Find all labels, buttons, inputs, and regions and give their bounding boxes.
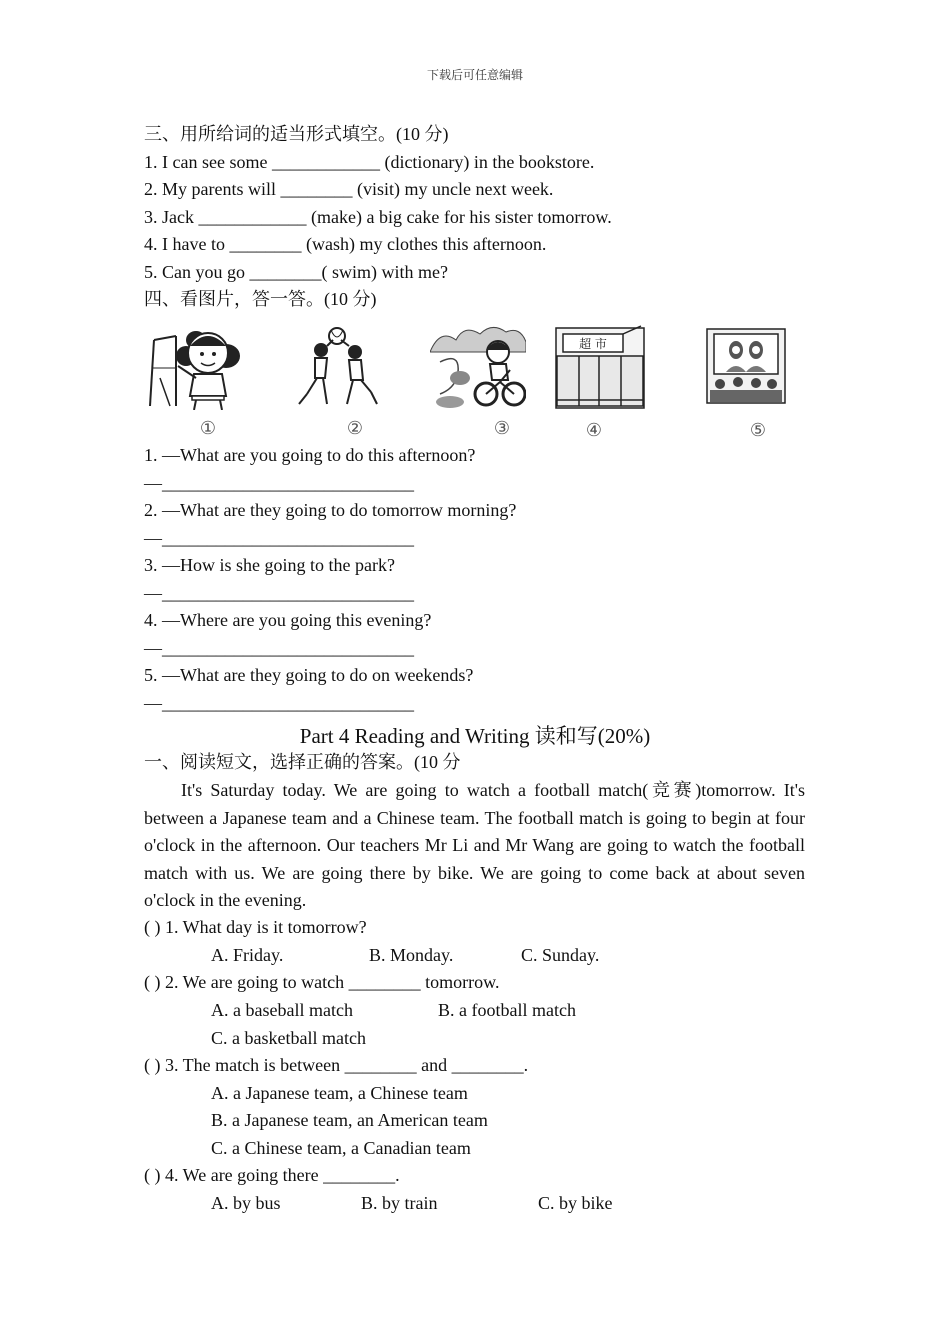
answer-line-5: —____________________________ (144, 693, 414, 713)
fill-item-2: 2. My parents will ________ (visit) my uncle next week. (144, 179, 554, 199)
fill-item-5: 5. Can you go ________( swim) with me? (144, 262, 448, 282)
q1-option-a: A. Friday. (211, 945, 284, 965)
section4-title: 四、看图片，答一答。(10 分) (144, 289, 377, 309)
q2-option-c: C. a basketball match (211, 1028, 366, 1048)
q1-option-c: C. Sunday. (521, 945, 600, 965)
girl-painting-icon (146, 318, 244, 410)
q4-option-a: A. by bus (211, 1193, 281, 1213)
fill-item-3: 3. Jack ____________ (make) a big cake for his sister tomorrow. (144, 207, 612, 227)
picture-question-3: 3. —How is she going to the park? (144, 555, 395, 575)
reading-question-4: ( ) 4. We are going there ________. (144, 1165, 400, 1185)
picture-label-4: ④ (585, 420, 603, 440)
answer-line-1: —____________________________ (144, 473, 414, 493)
fill-item-4: 4. I have to ________ (wash) my clothes this afternoon. (144, 234, 547, 254)
q4-option-c: C. by bike (538, 1193, 613, 1213)
answer-line-2: —____________________________ (144, 528, 414, 548)
reading-question-1: ( ) 1. What day is it tomorrow? (144, 917, 367, 937)
answer-line-4: —____________________________ (144, 638, 414, 658)
picture-question-2: 2. —What are they going to do tomorrow morning? (144, 500, 517, 520)
picture-question-4: 4. —Where are you going this evening? (144, 610, 432, 630)
page-header: 下载后可任意编辑 (426, 68, 523, 82)
picture-label-1: ① (199, 418, 217, 438)
picture-label-5: ⑤ (749, 420, 767, 440)
picture-label-2: ② (346, 418, 364, 438)
basketball-players-icon (293, 318, 383, 410)
part4-title: Part 4 Reading and Writing 读和写(20%) (299, 724, 651, 748)
q1-option-b: B. Monday. (369, 945, 454, 965)
girl-cycling-icon (430, 322, 526, 410)
cinema-icon (706, 328, 786, 404)
supermarket-icon (555, 320, 645, 410)
fill-item-1: 1. I can see some ____________ (dictionary) in the bookstore. (144, 152, 595, 172)
picture-question-5: 5. —What are they going to do on weekends? (144, 665, 474, 685)
q3-option-c: C. a Chinese team, a Canadian team (211, 1138, 471, 1158)
reading-question-2: ( ) 2. We are going to watch ________ tomorrow. (144, 972, 500, 992)
reading-question-3: ( ) 3. The match is between ________ and ________. (144, 1055, 529, 1075)
reading-passage: It's Saturday today. We are going to watch a football match(竞赛)tomorrow. It's between a Japanese team and a Chinese team. The football match is going to begin at four o'clock in the afternoon. Our teachers Mr Li and Mr Wang are going to watch the football match with us. We are going there by bike. We are going to come back at about seven o'clock in the evening. (144, 780, 805, 910)
q2-option-b: B. a football match (438, 1000, 576, 1020)
picture-question-1: 1. —What are you going to do this afternoon? (144, 445, 476, 465)
q3-option-a: A. a Japanese team, a Chinese team (211, 1083, 468, 1103)
picture-label-3: ③ (493, 418, 511, 438)
reading-section-title: 一、阅读短文，选择正确的答案。(10 分 (144, 752, 461, 772)
q3-option-b: B. a Japanese team, an American team (211, 1110, 488, 1130)
supermarket-sign: 超 市 (579, 337, 607, 351)
answer-line-3: —____________________________ (144, 583, 414, 603)
section3-title: 三、用所给词的适当形式填空。(10 分) (144, 124, 449, 144)
q4-option-b: B. by train (361, 1193, 438, 1213)
q2-option-a: A. a baseball match (211, 1000, 353, 1020)
